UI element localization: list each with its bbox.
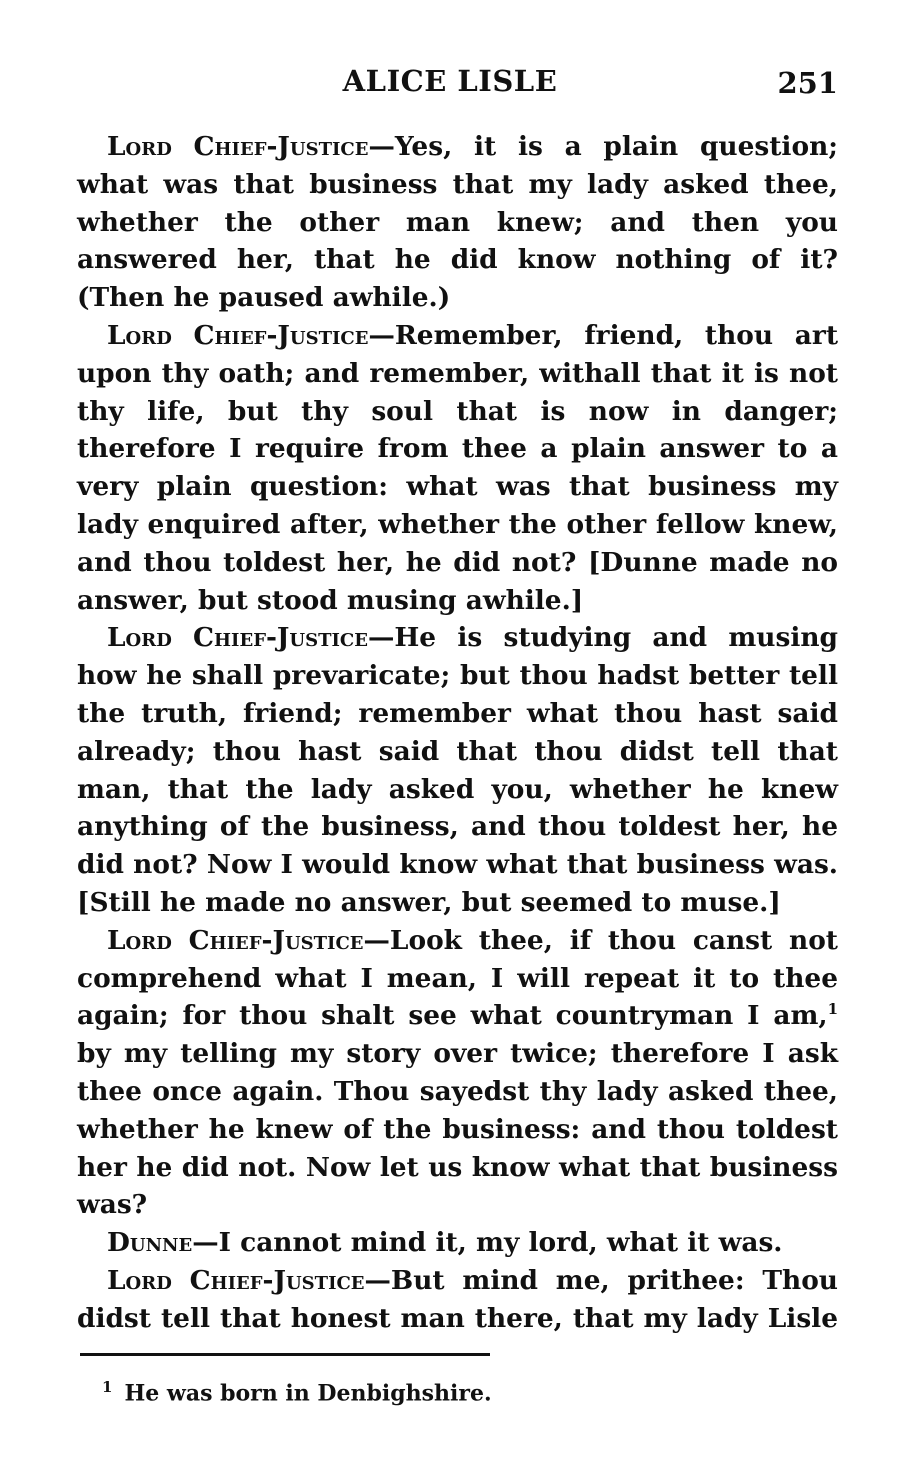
page-number: 251 — [777, 66, 838, 100]
speaker-name: Lord Chief-Justice — [107, 622, 368, 654]
speaker-name: Dunne — [107, 1227, 193, 1259]
speaker-name: Lord Chief-Justice — [107, 319, 369, 351]
paragraph-1 — [77, 128, 838, 317]
paragraph-5 — [77, 1224, 838, 1262]
paragraph-text: —But mind me, prithee: Thou didst tell that honest man there, that my lady Lisle — [77, 1264, 838, 1334]
paragraph-text: —He is studying and musing how he shall prevaricate; but thou hadst better tell the truth, friend; remember what thou hast said already; thou hast said that thou didst tell that man, that the lady asked you, whether he knew anything of the business, and thou toldest her, he did not? Now I would know what that business was. [Still he made no answer, but seemed to muse.] — [77, 622, 839, 918]
speaker-name: Lord Chief-Justice — [107, 1264, 365, 1296]
footnote-divider — [80, 1353, 490, 1356]
paragraph-2 — [77, 317, 838, 619]
paragraph-3 — [77, 619, 838, 921]
footnote-text: He was born in Denbighshire. — [124, 1380, 492, 1407]
paragraph-text: —Look thee, if thou canst not comprehend what I mean, I will repeat it to thee again; for thou shalt see what countryman I am, — [77, 924, 839, 1032]
paragraph-text: —Remember, friend, thou art upon thy oath; and remember, withall that it is not thy life, but thy soul that is now in danger; therefore I require from thee a plain answer to a very plain question: what was that business my lady enquired after, whether the other fellow knew, and thou toldest her, he did not? [Dunne made no answer, but stood musing awhile.] — [77, 319, 839, 616]
paragraph-4 — [77, 922, 838, 1224]
paragraph-text-continued: by my telling my story over twice; therefore I ask thee once again. Thou sayedst thy lady asked thee, whether he knew of the business: and thou toldest her he did not. Now let us know what that business was? — [77, 1038, 838, 1221]
speaker-name: Lord Chief-Justice — [107, 924, 364, 956]
footnote — [102, 1378, 492, 1406]
running-title: ALICE LISLE — [342, 64, 558, 98]
speaker-name: Lord Chief-Justice — [107, 131, 369, 162]
footnote-reference: 1 — [827, 1000, 838, 1019]
body-text — [77, 128, 838, 1338]
footnote-mark: 1 — [102, 1378, 113, 1396]
paragraph-6 — [77, 1262, 838, 1338]
paragraph-text: —I cannot mind it, my lord, what it was. — [192, 1227, 783, 1259]
paragraph-text: —Yes, it is a plain question; what was that business that my lady asked thee, whether the other man knew; and then you answered her, that he did know nothing of it? (Then he paused awhile.) — [77, 131, 838, 314]
